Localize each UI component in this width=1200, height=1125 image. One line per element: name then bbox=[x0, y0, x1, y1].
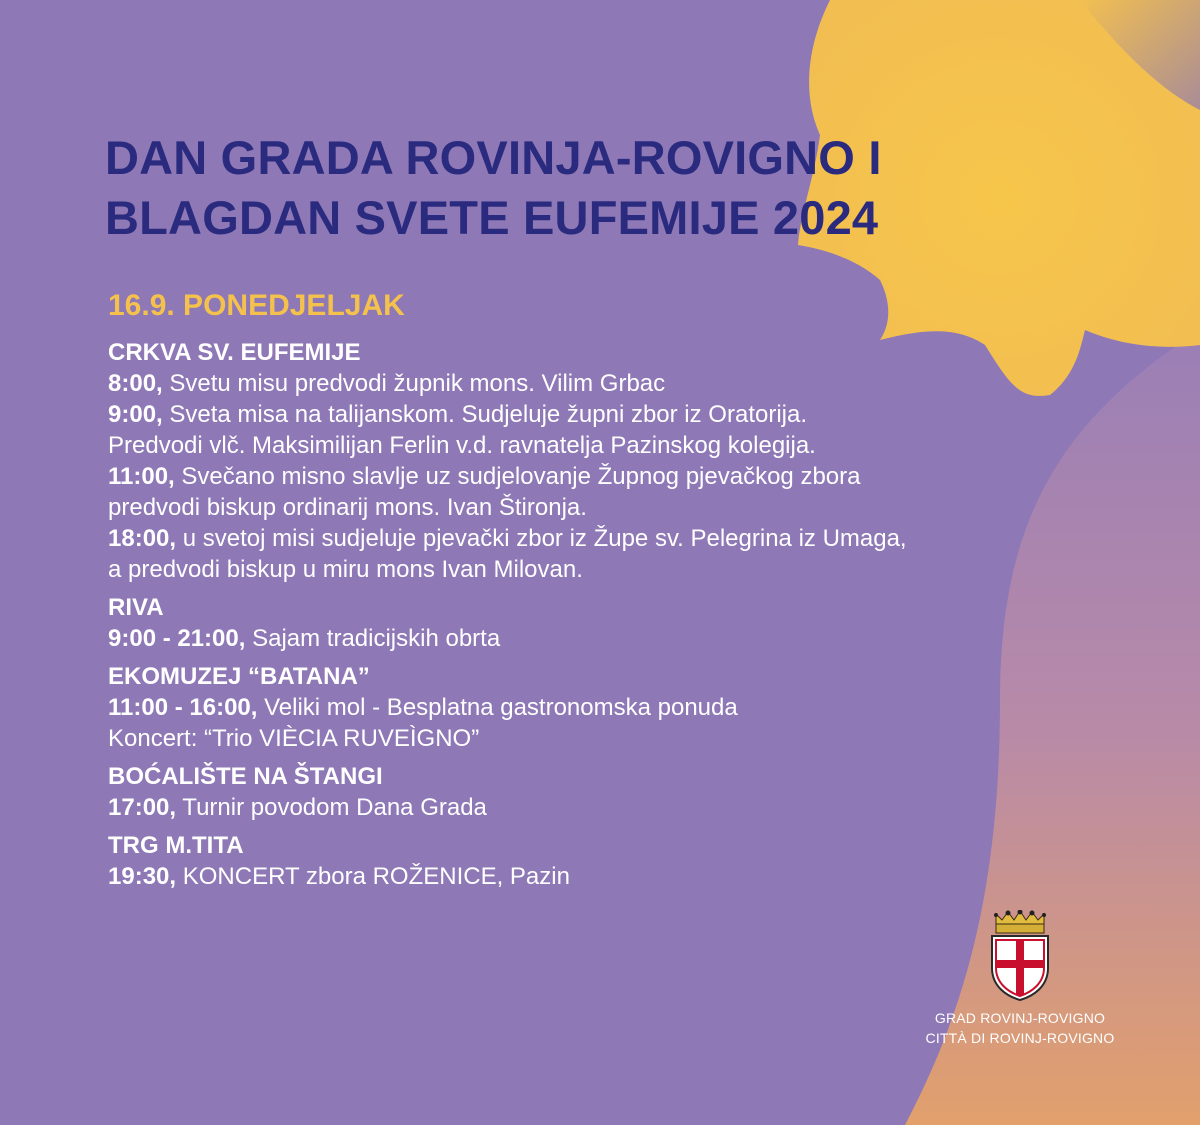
event-desc: KONCERT zbora ROŽENICE, Pazin bbox=[182, 863, 570, 890]
title-line-1: DAN GRADA ROVINJA-ROVIGNO I bbox=[105, 131, 882, 184]
event-desc-cont: a predvodi biskup u miru mons Ivan Milovan. bbox=[108, 556, 583, 583]
venue-heading: RIVA bbox=[108, 594, 164, 621]
title-line-2: BLAGDAN SVETE EUFEMIJE 2024 bbox=[105, 191, 879, 244]
event-time: 9:00 - 21:00, bbox=[108, 625, 246, 652]
event-desc-cont: predvodi biskup ordinarij mons. Ivan Štironja. bbox=[108, 494, 587, 521]
event-item bbox=[108, 692, 1108, 754]
venue-heading: CRKVA SV. EUFEMIJE bbox=[108, 339, 361, 366]
event-time: 8:00, bbox=[108, 370, 163, 397]
logo-line-2: CITTÀ DI ROVINJ-ROVIGNO bbox=[925, 1030, 1115, 1046]
venue-heading: EKOMUZEJ “BATANA” bbox=[108, 663, 370, 690]
event-desc: Svetu misu predvodi župnik mons. Vilim Grbac bbox=[169, 370, 666, 397]
event-item bbox=[108, 792, 1108, 823]
venue-heading: BOĆALIŠTE NA ŠTANGI bbox=[108, 763, 383, 790]
event-desc: Sajam tradicijskih obrta bbox=[252, 625, 501, 652]
event-item bbox=[108, 399, 1108, 461]
event-date: 16.9. PONEDJELJAK bbox=[108, 289, 405, 322]
event-time: 19:30, bbox=[108, 863, 177, 890]
event-item bbox=[108, 461, 1108, 523]
event-time: 17:00, bbox=[108, 794, 177, 821]
event-time: 11:00 - 16:00, bbox=[108, 694, 258, 721]
event-time: 11:00, bbox=[108, 463, 175, 490]
event-time: 18:00, bbox=[108, 525, 177, 552]
page-title bbox=[105, 128, 882, 248]
event-desc: Sveta misa na talijanskom. Sudjeluje župni zbor iz Oratorija. bbox=[169, 401, 808, 428]
event-desc-cont: Koncert: “Trio VIÈCIA RUVEÌGNO” bbox=[108, 725, 480, 752]
logo-line-1: GRAD ROVINJ-ROVIGNO bbox=[934, 1010, 1106, 1026]
crown-icon bbox=[994, 910, 1046, 933]
city-logo bbox=[920, 910, 1120, 1048]
event-item bbox=[108, 623, 1108, 654]
venue-heading: TRG M.TITA bbox=[108, 832, 244, 859]
event-time: 9:00, bbox=[108, 401, 163, 428]
coat-of-arms-icon bbox=[984, 910, 1056, 1002]
event-desc: Svečano misno slavlje uz sudjelovanje Župnog pjevačkog zbora bbox=[181, 463, 861, 490]
event-desc: u svetoj misi sudjeluje pjevački zbor iz Župe sv. Pelegrina iz Umaga, bbox=[182, 525, 907, 552]
program bbox=[108, 288, 1108, 892]
event-desc: Turnir povodom Dana Grada bbox=[182, 794, 487, 821]
event-desc: Veliki mol - Besplatna gastronomska ponuda bbox=[264, 694, 738, 721]
event-item bbox=[108, 368, 1108, 399]
event-item bbox=[108, 523, 1108, 585]
event-desc-cont: Predvodi vlč. Maksimilijan Ferlin v.d. ravnatelja Pazinskog kolegija. bbox=[108, 432, 816, 459]
event-item bbox=[108, 861, 1108, 892]
